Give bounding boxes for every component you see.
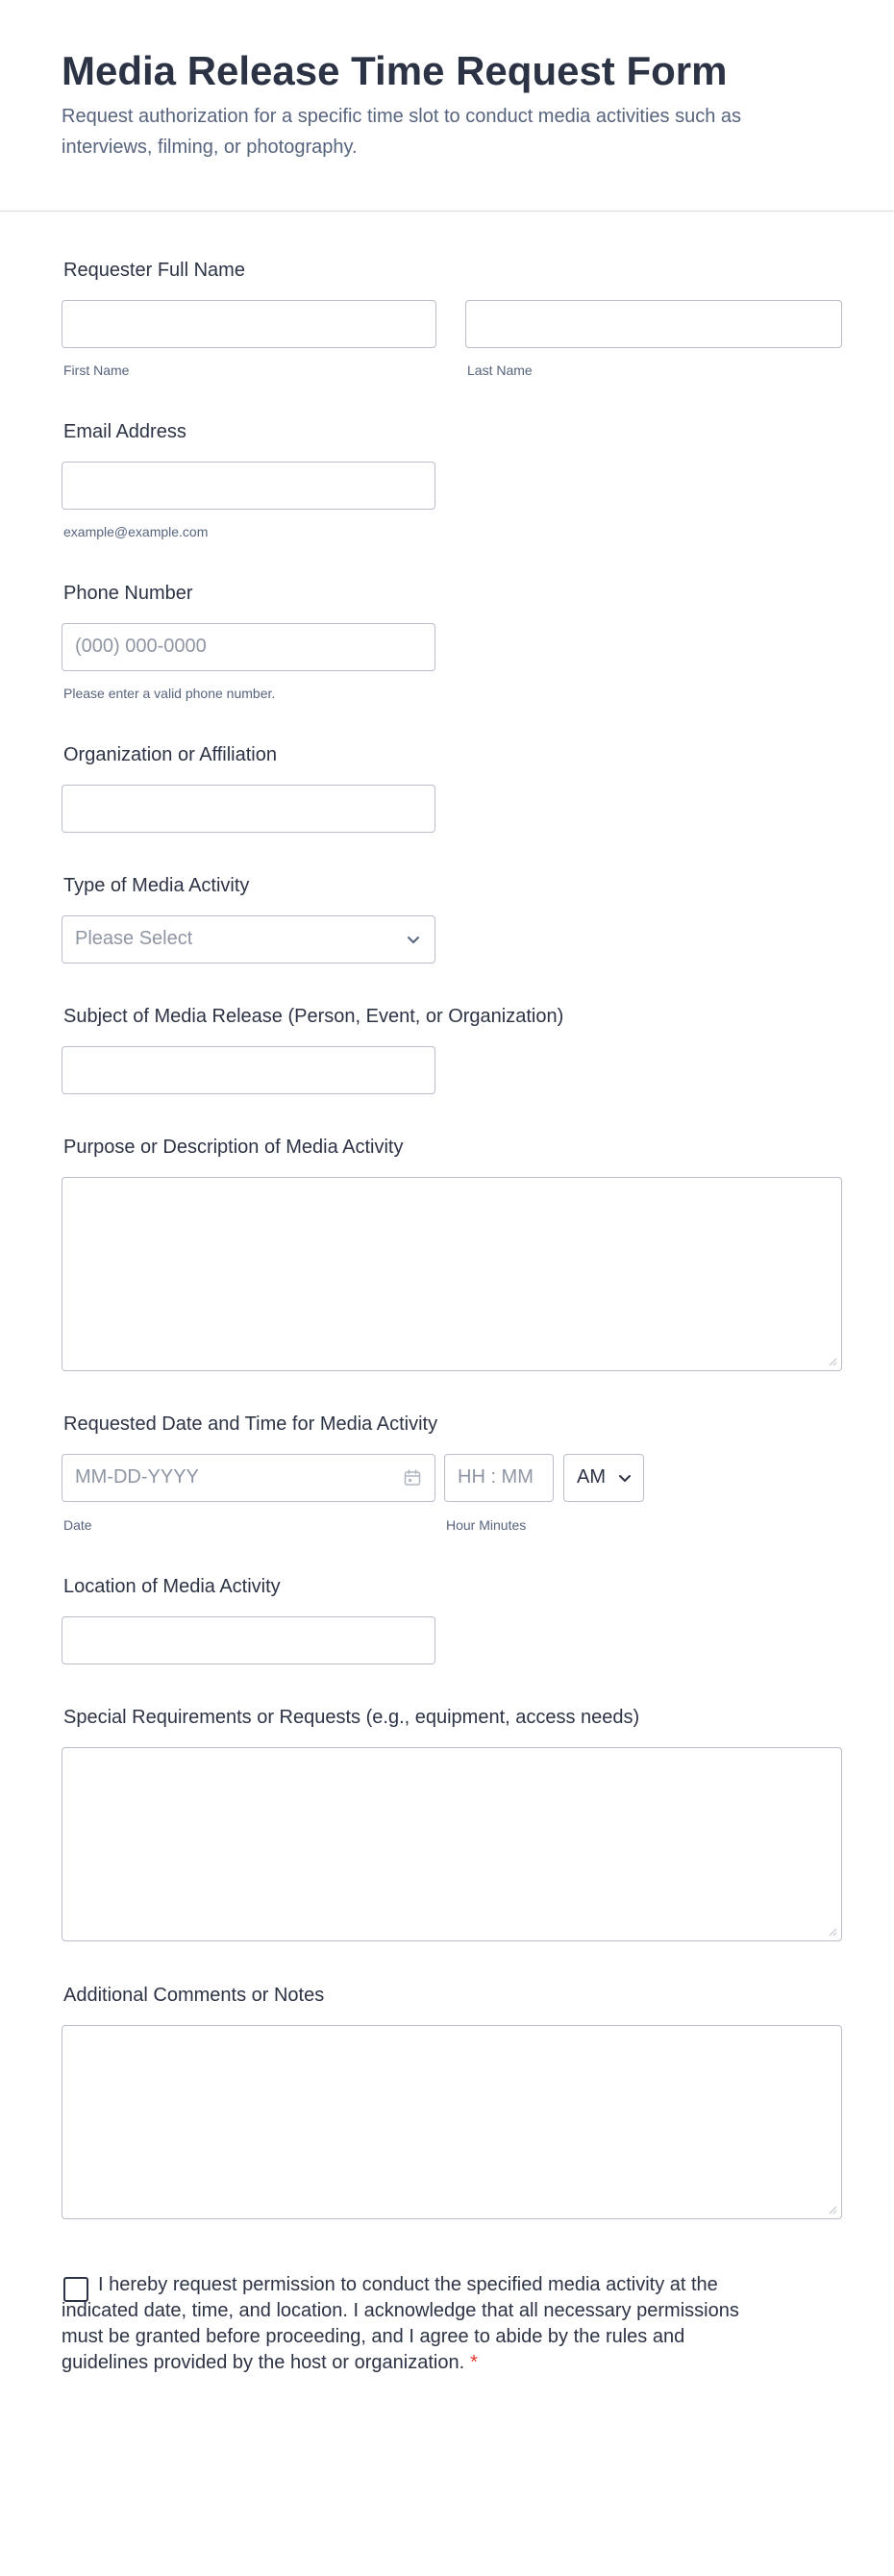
form-title: Media Release Time Request Form [62,48,728,93]
purpose-label: Purpose or Description of Media Activity [63,1137,404,1158]
comments-label: Additional Comments or Notes [63,1985,325,2006]
comments-textarea[interactable] [62,2025,842,2219]
first-name-sublabel: First Name [63,363,130,378]
date-sublabel: Date [63,1517,92,1533]
email-sublabel: example@example.com [63,524,209,539]
media-type-label: Type of Media Activity [63,875,250,896]
ampm-select[interactable] [563,1454,644,1502]
purpose-textarea[interactable] [62,1177,842,1371]
phone-placeholder: (000) 000-0000 [75,636,207,657]
date-placeholder: MM-DD-YYYY [75,1466,199,1488]
resize-handle-icon[interactable] [829,1928,837,1937]
subject-label: Subject of Media Release (Person, Event, or Organization) [63,1006,564,1027]
email-label: Email Address [63,421,186,442]
ampm-selected: AM [577,1466,606,1488]
chevron-down-icon [407,936,420,945]
required-marker: * [470,2352,478,2373]
resize-handle-icon[interactable] [829,1358,837,1366]
consent-text: I hereby request permission to conduct the specified media activity at the indicated date, time, and location. I acknowledge that all necessary permissions must be granted before proceeding, and I agree to abide by the rules and guidelines provided by the host or organization. [62,2274,739,2373]
consent-statement [62,2272,754,2376]
phone-label: Phone Number [63,583,193,604]
full-name-label: Requester Full Name [63,260,245,281]
email-field[interactable] [62,462,435,510]
location-field[interactable] [62,1616,435,1664]
chevron-down-icon [618,1474,632,1484]
organization-field[interactable] [62,785,435,833]
time-field[interactable] [444,1454,554,1502]
datetime-label: Requested Date and Time for Media Activity [63,1413,438,1435]
date-field[interactable] [62,1454,435,1502]
media-type-selected: Please Select [75,928,193,949]
time-placeholder: HH : MM [458,1466,534,1488]
form-subtitle: Request authorization for a specific time slot to conduct media activities such as interviews, filming, or photography. [62,106,742,158]
calendar-icon[interactable] [403,1468,422,1488]
phone-field[interactable] [62,623,435,671]
subject-field[interactable] [62,1046,435,1094]
resize-handle-icon[interactable] [829,2206,837,2214]
phone-sublabel: Please enter a valid phone number. [63,686,276,701]
special-label: Special Requirements or Requests (e.g., equipment, access needs) [63,1707,640,1728]
last-name-sublabel: Last Name [467,363,533,378]
media-type-select[interactable] [62,915,435,963]
last-name-input[interactable] [465,300,842,348]
form-header [0,0,894,212]
special-textarea[interactable] [62,1747,842,1941]
organization-label: Organization or Affiliation [63,744,277,765]
first-name-input[interactable] [62,300,436,348]
location-label: Location of Media Activity [63,1576,281,1597]
time-sublabel: Hour Minutes [446,1517,527,1533]
